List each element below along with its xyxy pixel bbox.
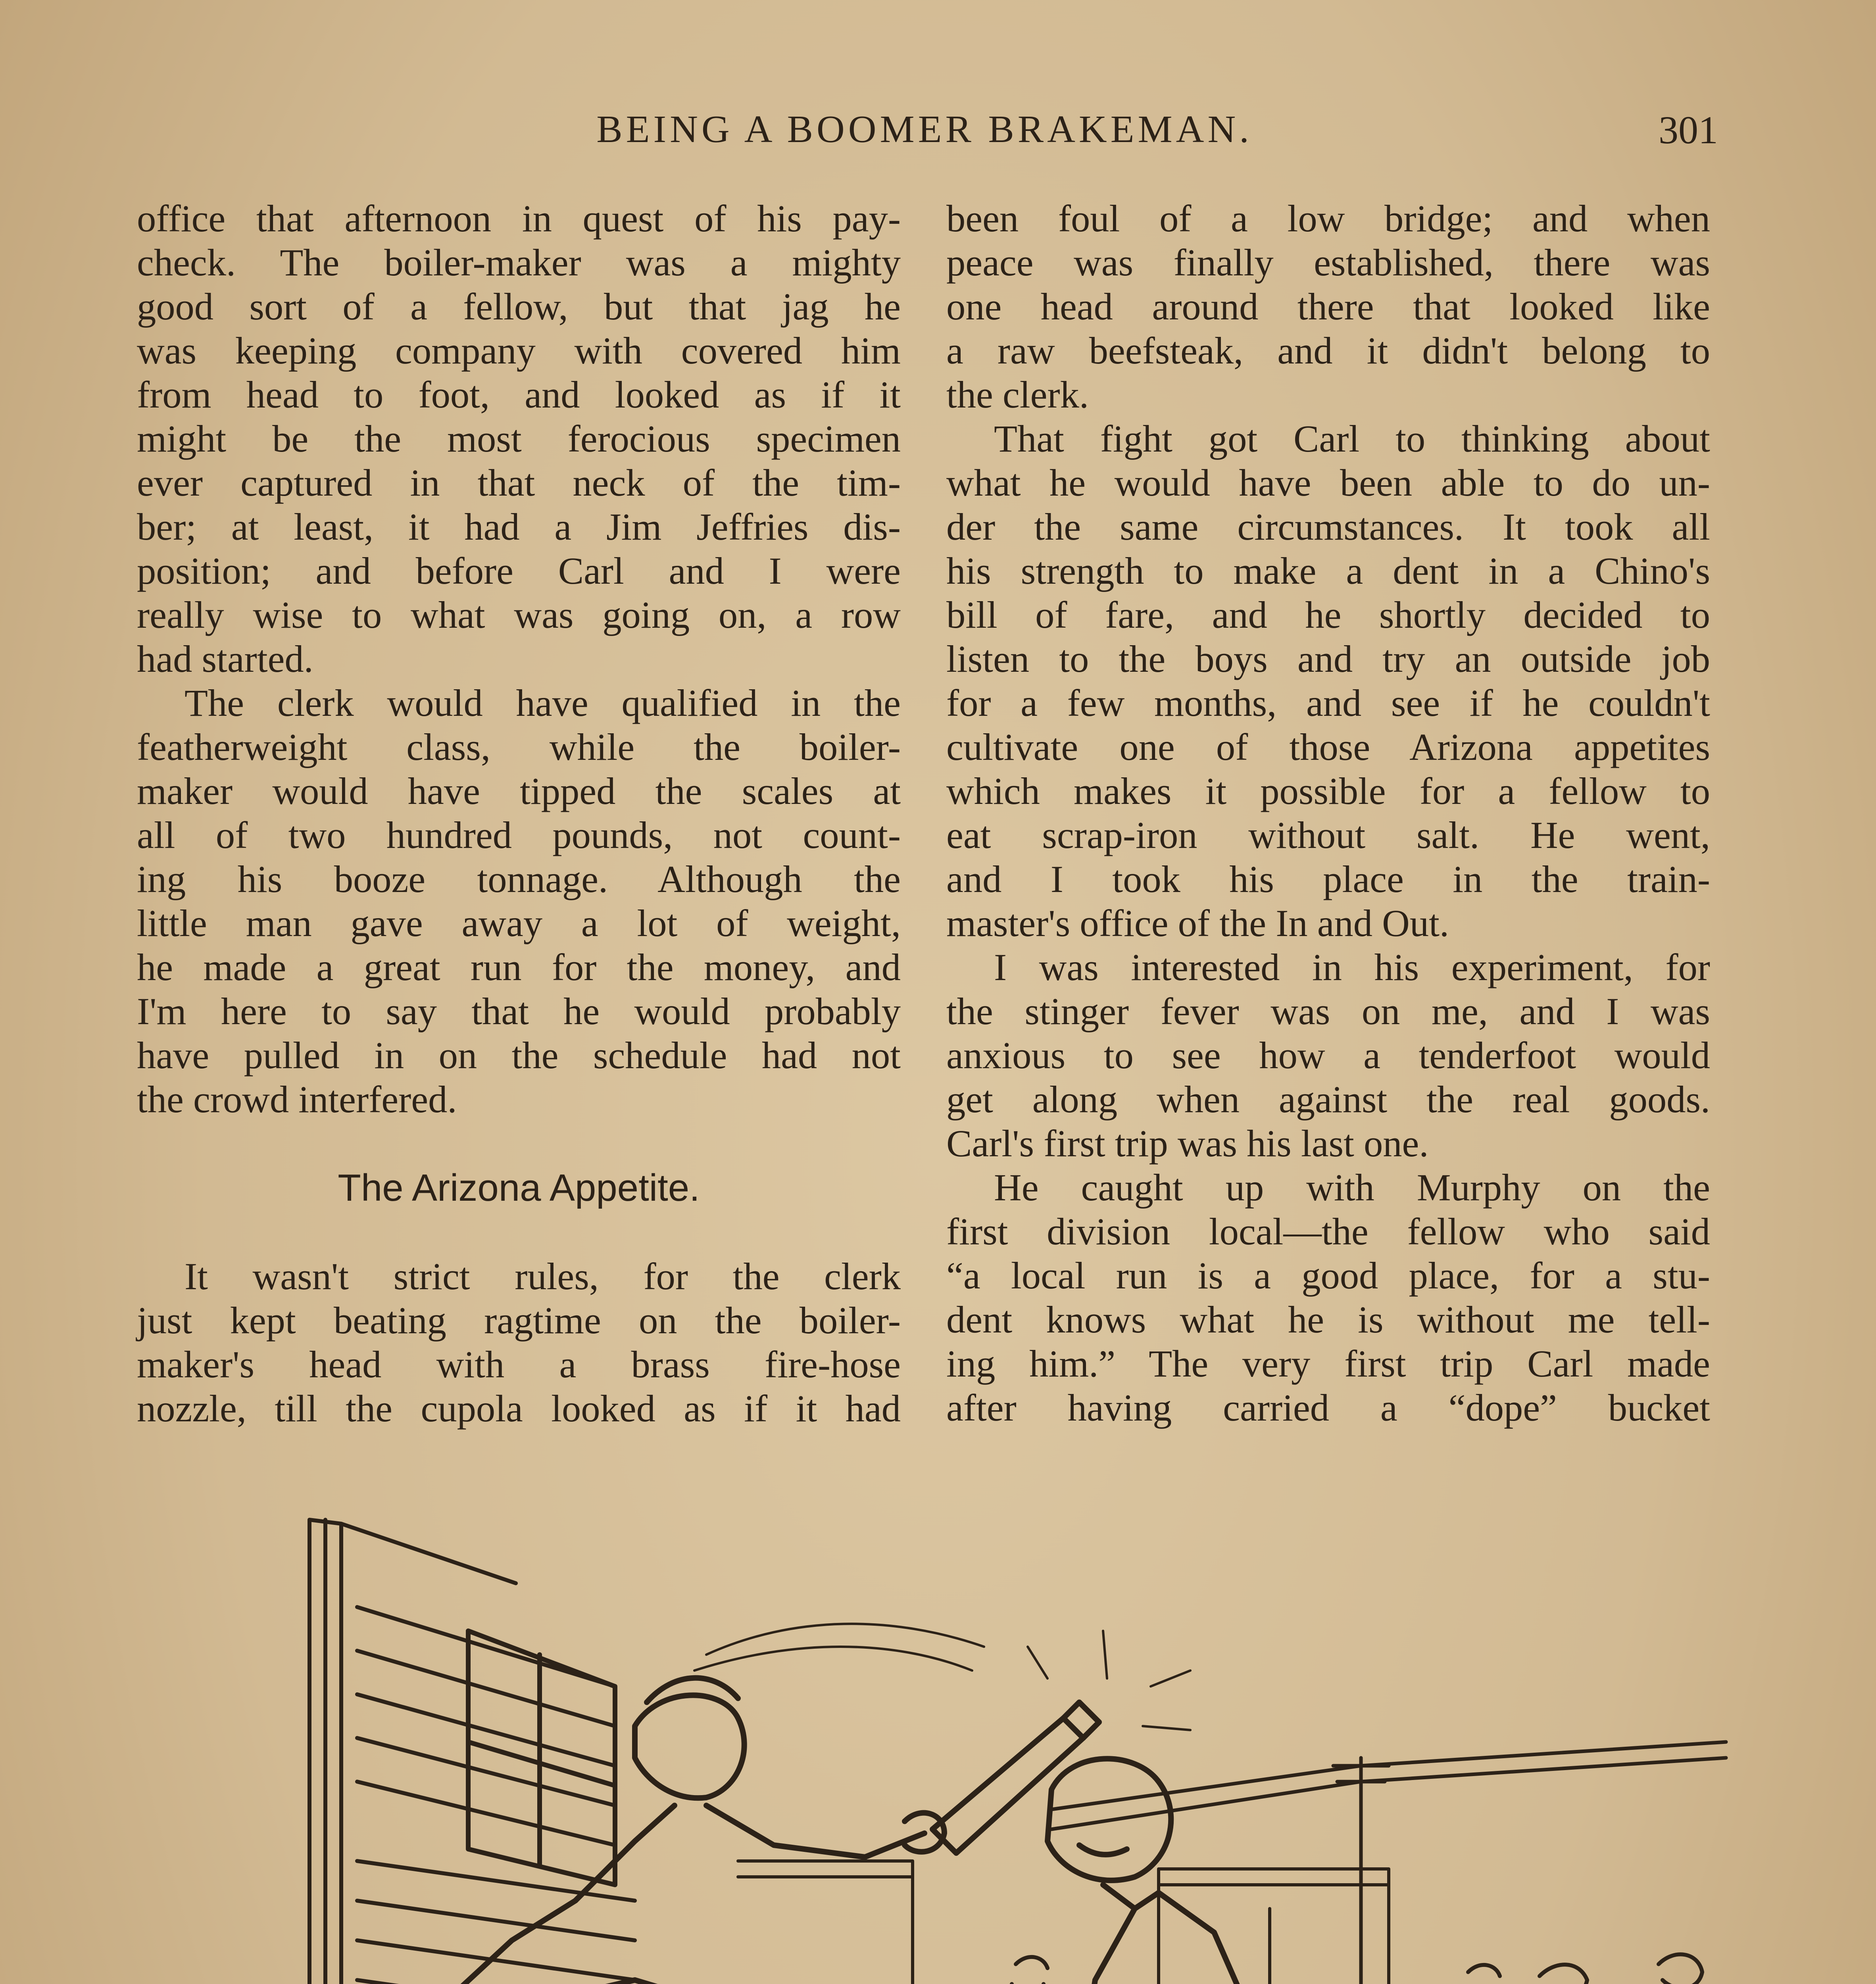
text-line: master's office of the In and Out. <box>946 902 1449 944</box>
text-line: from head to foot, and looked as if it <box>137 373 901 416</box>
text-line: check. The boiler-maker was a mighty <box>137 241 901 284</box>
text-line: first division local—the fellow who said <box>946 1210 1710 1253</box>
text-line: the crowd interfered. <box>137 1078 457 1121</box>
text-line: one head around there that looked like <box>946 285 1710 328</box>
freight-cars <box>738 1861 1389 1984</box>
text-line: he made a great run for the money, and <box>137 946 901 988</box>
boilermaker-figure <box>936 1759 1278 1984</box>
text-line: been foul of a low bridge; and when <box>946 197 1710 240</box>
right-column <box>946 196 1710 1430</box>
page-header <box>131 107 1718 167</box>
text-line: maker would have tipped the scales at <box>137 770 901 812</box>
text-line: bill of fare, and he shortly decided to <box>946 594 1710 636</box>
section-heading: The Arizona Appetite. <box>338 1167 700 1209</box>
text-line: der the same circumstances. It took all <box>946 506 1710 548</box>
text-line: and I took his place in the train- <box>946 858 1710 900</box>
page-number: 301 <box>1659 108 1718 152</box>
text-line: which makes it possible for a fellow to <box>946 770 1710 812</box>
text-line: ing his booze tonnage. Although the <box>137 858 901 900</box>
text-line: listen to the boys and try an outside job <box>946 638 1710 680</box>
text-line: position; and before Carl and I were <box>137 550 901 592</box>
text-line: a raw beefsteak, and it didn't belong to <box>946 329 1710 372</box>
text-line: dent knows what he is without me tell- <box>946 1298 1710 1341</box>
text-line: I'm here to say that he would probably <box>137 990 901 1032</box>
text-line: get along when against the real goods. <box>946 1078 1710 1121</box>
text-line: might be the most ferocious specimen <box>137 417 901 460</box>
running-title: BEING A BOOMER BRAKEMAN. <box>596 108 1253 151</box>
fire-hose-nozzle <box>932 1702 1099 1853</box>
motion-lines <box>694 1624 1190 1730</box>
text-line: ever captured in that neck of the tim- <box>137 461 901 504</box>
text-line: ber; at least, it had a Jim Jeffries dis- <box>137 506 901 548</box>
text-line: eat scrap-iron without salt. He went, <box>946 814 1710 856</box>
left-column <box>137 196 901 1430</box>
text-line: cultivate one of those Arizona appetites <box>946 726 1710 768</box>
text-line: He caught up with Murphy on the <box>994 1166 1710 1209</box>
text-line: had started. <box>137 638 313 680</box>
text-line: really wise to what was going on, a row <box>137 594 901 636</box>
text-line: I was interested in his experiment, for <box>994 946 1710 988</box>
text-line: anxious to see how a tenderfoot would <box>946 1034 1710 1077</box>
text-line: ing him.” The very first trip Carl made <box>946 1342 1710 1385</box>
text-line: was keeping company with covered him <box>137 329 901 372</box>
text-line: peace was finally established, there was <box>946 241 1710 284</box>
text-line: the stinger fever was on me, and I was <box>946 990 1710 1032</box>
text-line: featherweight class, while the boiler- <box>137 726 901 768</box>
clerk-figure <box>460 1678 944 1984</box>
text-line: for a few months, and see if he couldn't <box>946 682 1710 724</box>
text-line: after having carried a “dope” bucket <box>946 1386 1710 1429</box>
text-line: office that afternoon in quest of his pay- <box>137 197 901 240</box>
text-line: all of two hundred pounds, not count- <box>137 814 901 856</box>
text-line: what he would have been able to do un- <box>946 461 1710 504</box>
text-line: maker's head with a brass fire-hose <box>137 1343 901 1386</box>
text-line: good sort of a fellow, but that jag he <box>137 285 901 328</box>
text-line: It wasn't strict rules, for the clerk <box>185 1255 901 1298</box>
text-line: his strength to make a dent in a Chino's <box>946 550 1710 592</box>
text-line: have pulled in on the schedule had not <box>137 1034 901 1077</box>
text-line: That fight got Carl to thinking about <box>994 417 1710 460</box>
text-line: Carl's first trip was his last one. <box>946 1122 1429 1165</box>
pen-drawing <box>119 1464 1762 1984</box>
text-line: little man gave away a lot of weight, <box>137 902 901 944</box>
text-line: the clerk. <box>946 373 1089 416</box>
illustration <box>119 1464 1762 1984</box>
text-line: “a local run is a good place, for a stu- <box>946 1254 1710 1297</box>
text-line: The clerk would have qualified in the <box>185 682 901 724</box>
text-line: just kept beating ragtime on the boiler- <box>137 1299 901 1342</box>
text-line: nozzle, till the cupola looked as if it had <box>137 1387 901 1430</box>
